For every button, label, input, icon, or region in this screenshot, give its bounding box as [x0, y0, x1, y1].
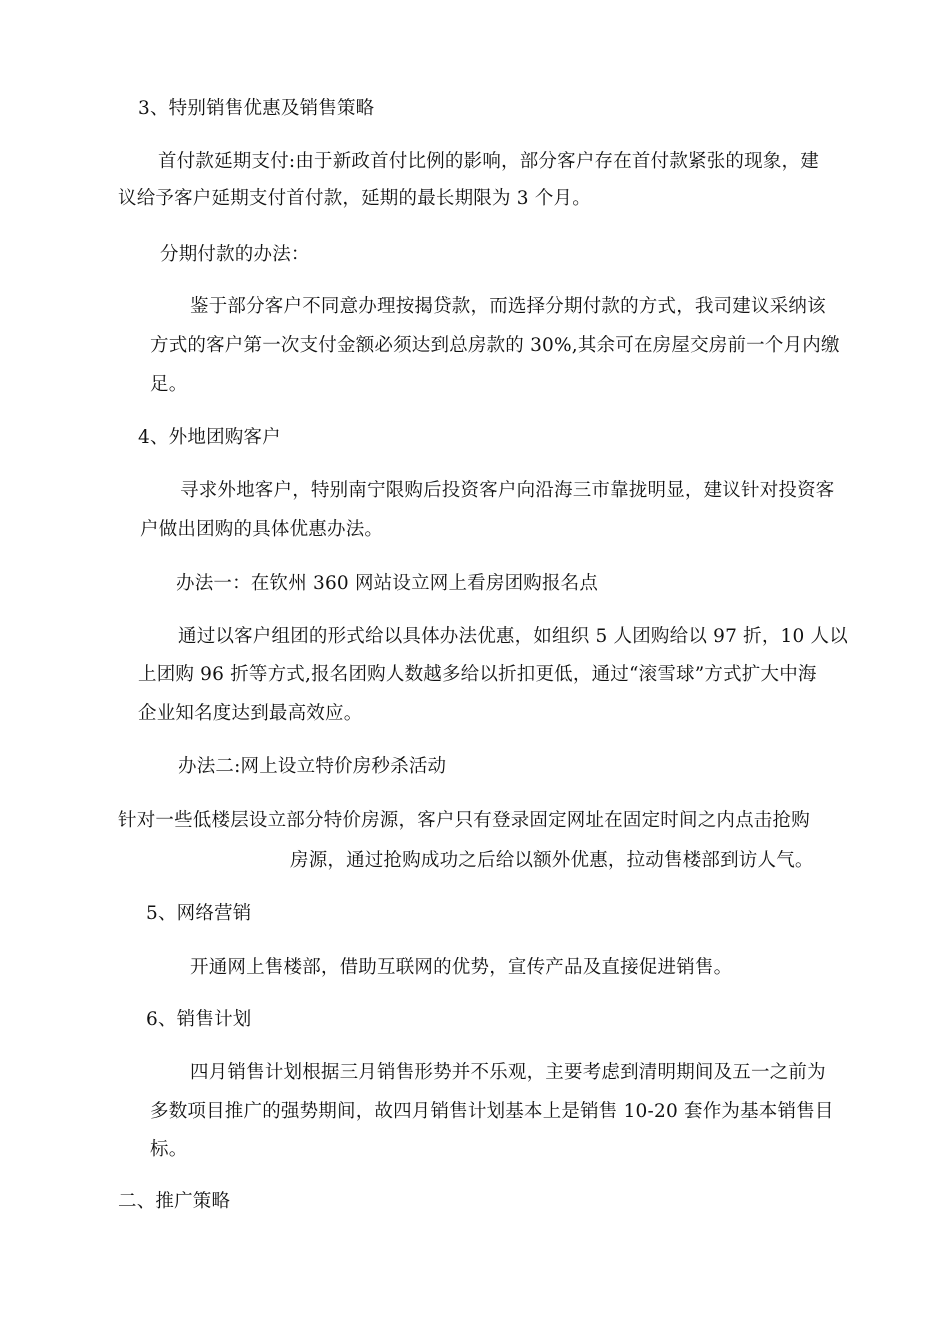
method2-line-1: 针对一些低楼层设立部分特价房源，客户只有登录固定网址在固定时间之内点击抢购 — [118, 810, 810, 831]
method1-line-1: 通过以客户组团的形式给以具体办法优惠，如组织 5 人团购给以 97 折，10 人以 — [178, 626, 848, 647]
method1-line-2: 上团购 96 折等方式,报名团购人数越多给以折扣更低，通过“滚雪球”方式扩大中海 — [138, 664, 817, 685]
section4-heading: 4、外地团购客户 — [138, 427, 281, 448]
section5-line-1: 开通网上售楼部，借助互联网的优势，宣传产品及直接促进销售。 — [190, 957, 733, 978]
down-payment-line-2: 议给予客户延期支付首付款，延期的最长期限为 3 个月。 — [118, 188, 591, 209]
down-payment-line-1: 首付款延期支付:由于新政首付比例的影响，部分客户存在首付款紧张的现象，建 — [158, 151, 819, 172]
method2-line-2: 房源，通过抢购成功之后给以额外优惠，拉动售楼部到访人气。 — [290, 850, 814, 871]
section6-heading: 6、销售计划 — [146, 1009, 252, 1030]
method1-line-3: 企业知名度达到最高效应。 — [138, 703, 363, 724]
installment-line-1: 鉴于部分客户不同意办理按揭贷款，而选择分期付款的方式，我司建议采纳该 — [190, 296, 826, 317]
section4-intro-line-2: 户做出团购的具体优惠办法。 — [140, 519, 384, 540]
section6-line-2: 多数项目推广的强势期间，故四月销售计划基本上是销售 10-20 套作为基本销售目 — [150, 1101, 834, 1122]
section5-heading: 5、网络营销 — [146, 903, 252, 924]
section6-line-3: 标。 — [150, 1139, 188, 1160]
method1-title: 办法一：在钦州 360 网站设立网上看房团购报名点 — [176, 573, 599, 594]
installment-line-2: 方式的客户第一次支付金额必须达到总房款的 30%,其余可在房屋交房前一个月内缴 — [150, 335, 840, 356]
section6-line-1: 四月销售计划根据三月销售形势并不乐观，主要考虑到清明期间及五一之前为 — [190, 1062, 826, 1083]
installment-line-3: 足。 — [150, 374, 188, 395]
part2-heading: 二、推广策略 — [118, 1191, 231, 1212]
section4-intro-line-1: 寻求外地客户，特别南宁限购后投资客户向沿海三市靠拢明显，建议针对投资客 — [180, 480, 835, 501]
method2-title: 办法二:网上设立特价房秒杀活动 — [178, 756, 447, 777]
section3-heading: 3、特别销售优惠及销售策略 — [138, 98, 375, 119]
installment-title: 分期付款的办法： — [160, 244, 310, 265]
